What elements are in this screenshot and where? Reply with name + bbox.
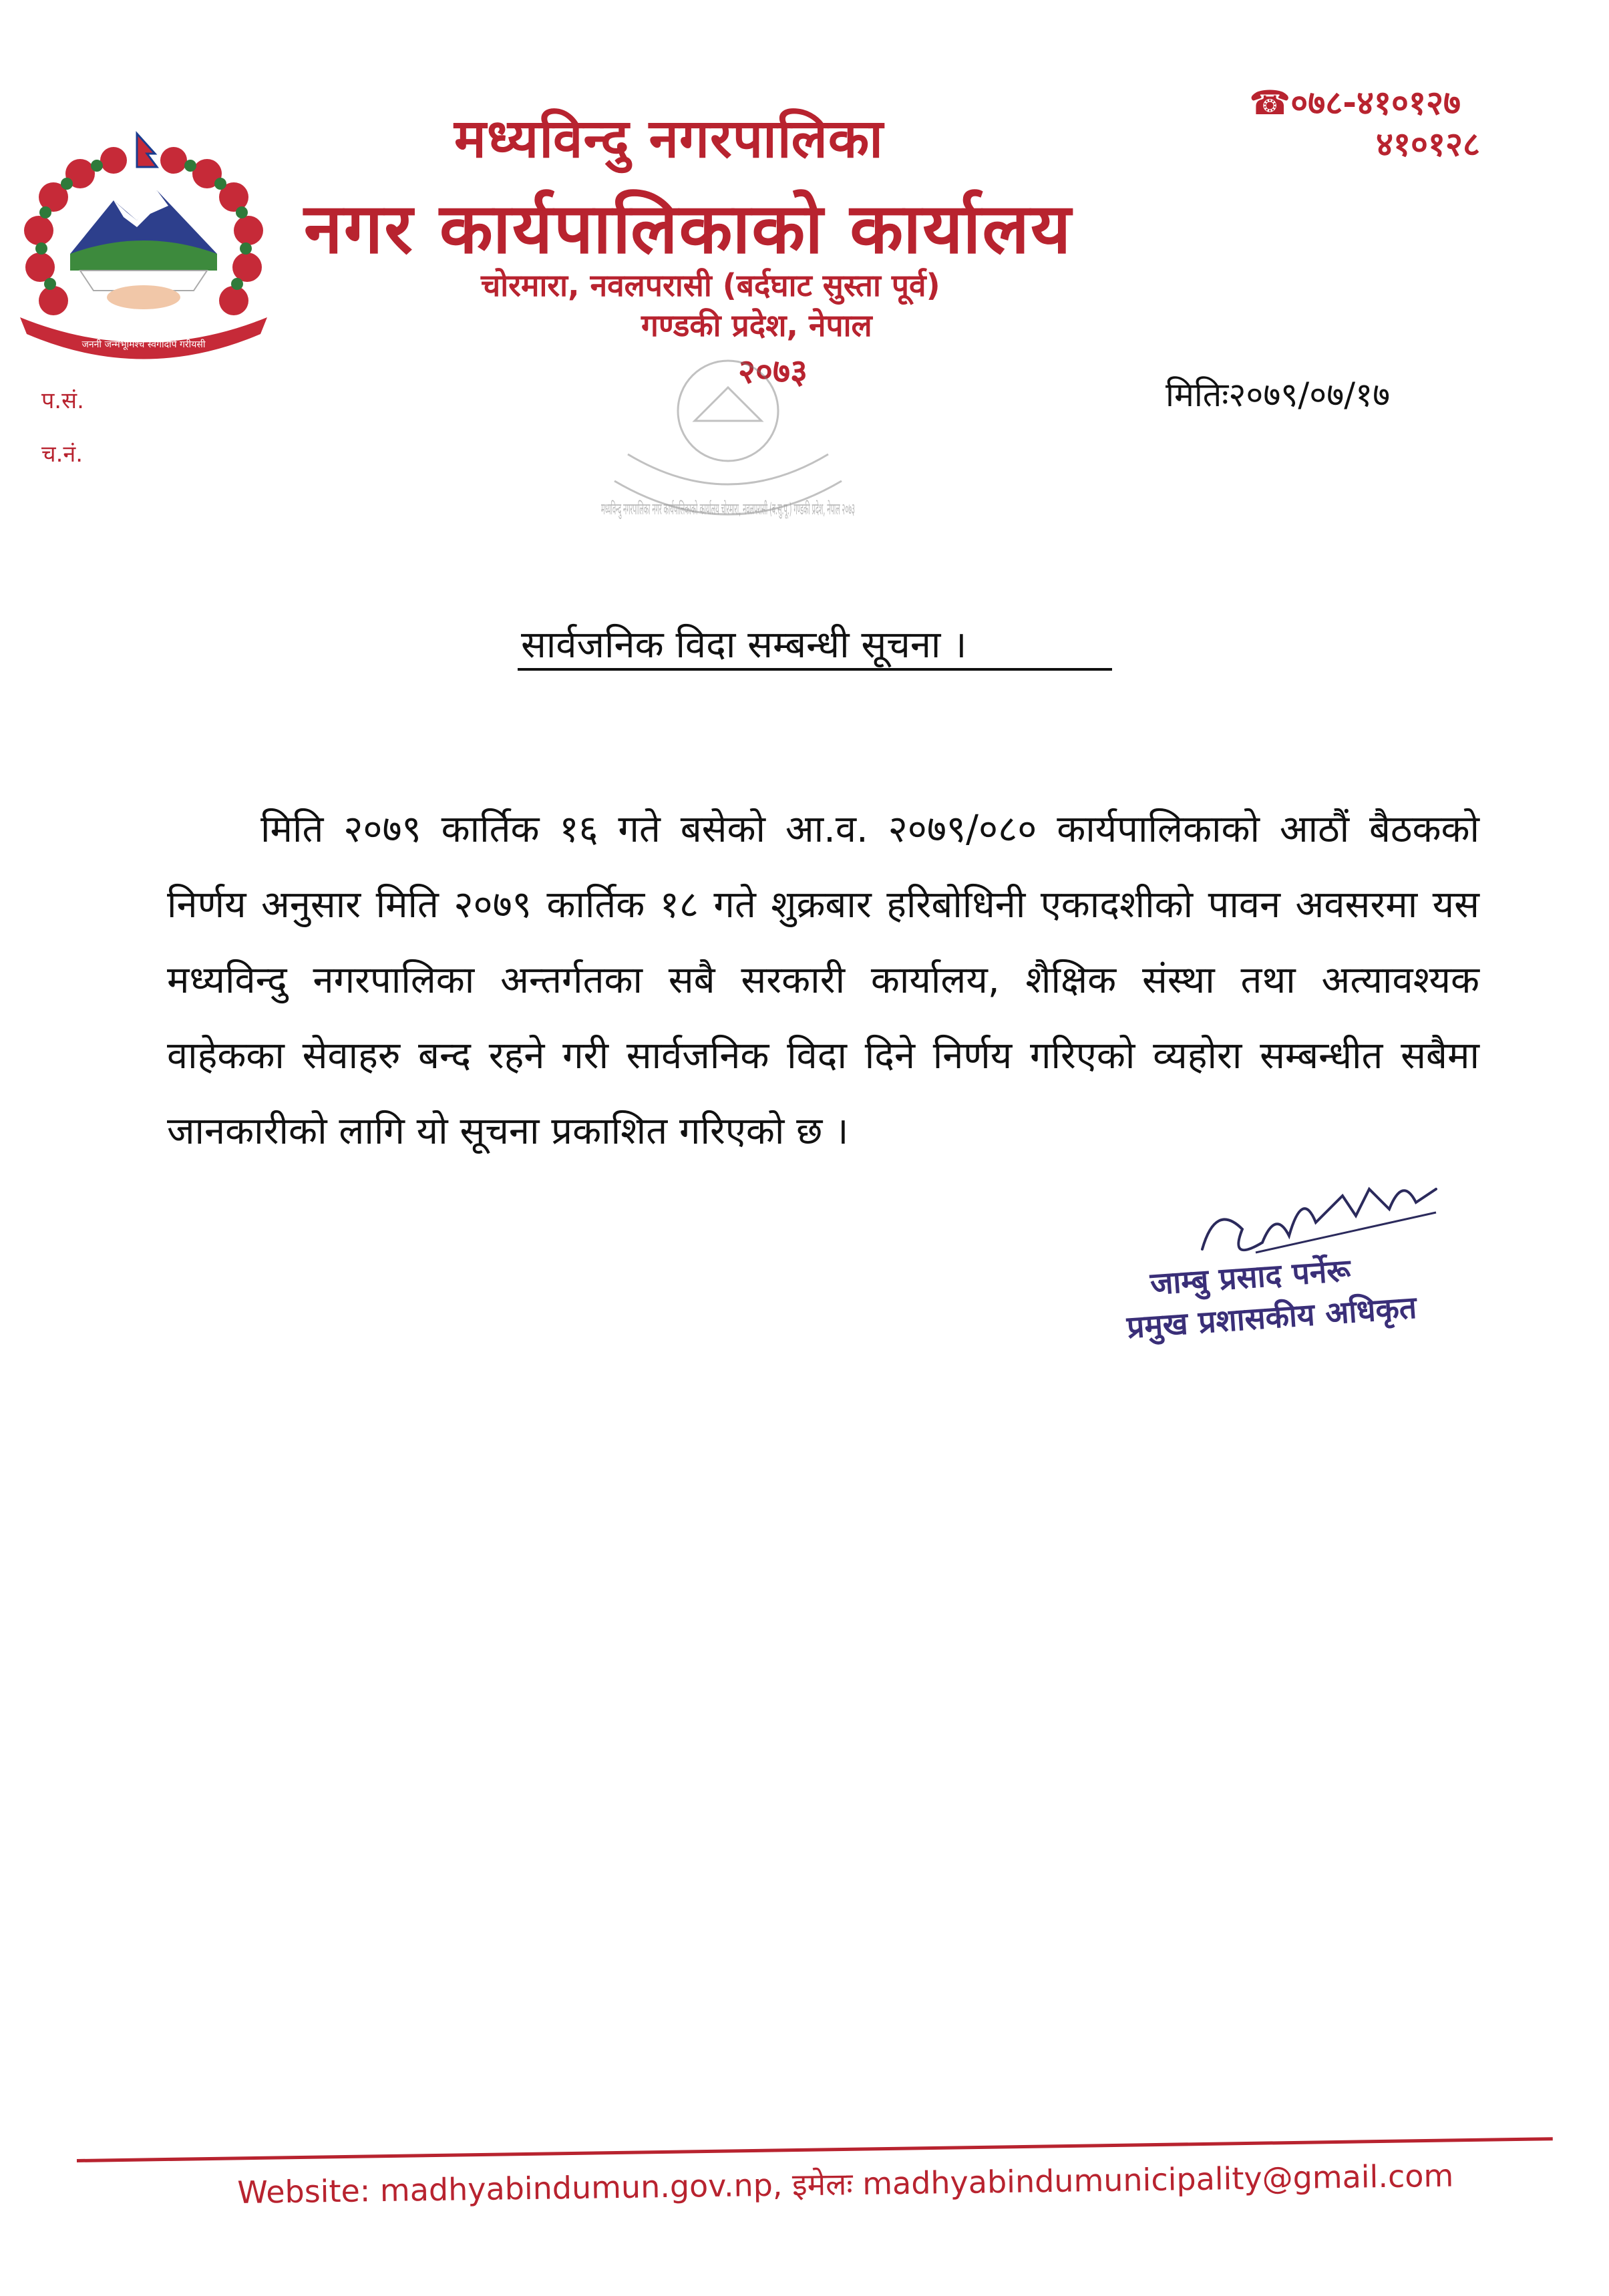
office-name: नगर कार्यपालिकाको कार्यालय xyxy=(304,188,1073,269)
emblem-motto: जननी जन्मभूमिश्च स्वर्गादपि गरीयसी xyxy=(81,339,206,350)
phone-number-2: ४१०१२८ xyxy=(1376,125,1480,164)
phone-number-1: ☎०७८-४१०१२७ xyxy=(1249,84,1461,122)
nepal-emblem-icon xyxy=(13,127,274,367)
notice-body: मिति २०७९ कार्तिक १६ गते बसेको आ.व. २०७९/०८० कार्यपालिकाको आठौं बैठकको निर्णय अनुसार मिति २०७९ कार्तिक १८ गते शुक्रबार हरिबोधिनी एकादशीको पावन अवसरमा यस मध्यविन्दु नगरपालिका अन्तर्गतका सबै सरकारी कार्यालय, शैक्षिक संस्था तथा अत्यावश्यक वाहेकका सेवाहरु बन्द रहने गरी सार्वजनिक विदा दिने निर्णय गरिएको व्यहोरा सम्बन्धीत सबैमा जानकारीको लागि यो सूचना प्रकाशित गरिएको छ । xyxy=(167,808,1479,1153)
established-year: २०७३ xyxy=(738,352,808,391)
signatory-name: जाम्बु प्रसाद पर्नेरू xyxy=(1149,1252,1352,1302)
footer-contact: Website: madhyabindumun.gov.np, इमेलः madhyabindumunicipality@gmail.com xyxy=(237,2157,1454,2210)
signatory-designation: प्रमुख प्रशासकीय अधिकृत xyxy=(1125,1289,1418,1345)
subject-underline xyxy=(518,668,1112,671)
municipality-name: मध्यविन्दु नगरपालिका xyxy=(454,108,884,170)
notice-subject: सार्वजनिक विदा सम्बन्धी सूचना । xyxy=(521,623,967,667)
patra-sankhya-label: प.सं. xyxy=(41,387,84,414)
address-line-1: चोरमारा, नवलपरासी (बर्दघाट सुस्ता पूर्व) xyxy=(481,267,940,303)
stamp-text: मध्यविन्दु नगरपालिका नगर कार्यपालिकाको कार्यालय चोरमारा, नवलपरासी (ब.सु.पू.) गण्डकी प्रदेश, नेपाल २०७३ xyxy=(601,500,1252,518)
letter-date: मितिः२०७९/०७/१७ xyxy=(1166,375,1391,414)
office-stamp-icon xyxy=(588,347,1252,601)
chalani-number-label: च.नं. xyxy=(41,441,83,468)
address-line-2: गण्डकी प्रदेश, नेपाल xyxy=(641,307,872,343)
